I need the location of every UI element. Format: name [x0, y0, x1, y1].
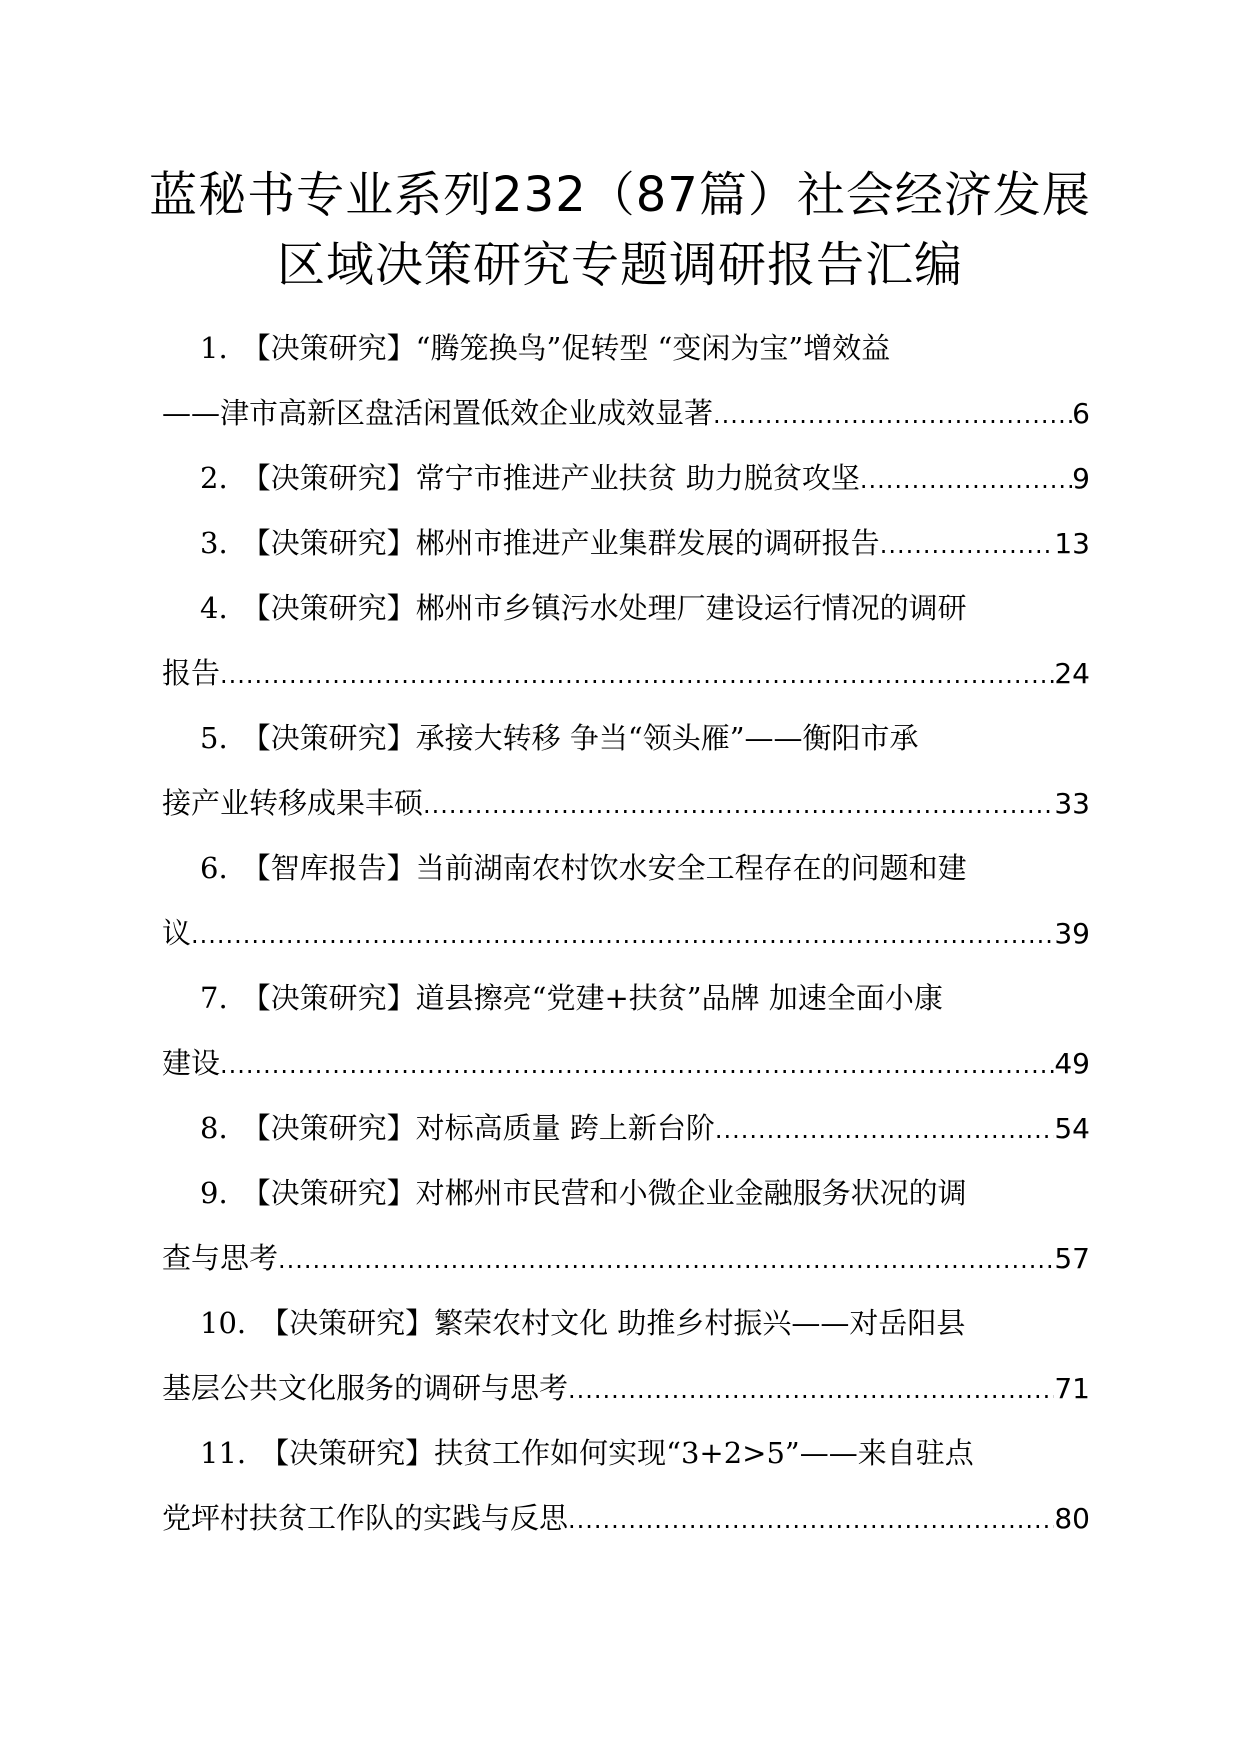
toc-entry-second-line — [162, 1226, 1090, 1291]
toc-entry-title-continued: 建设 — [162, 1046, 221, 1080]
toc-entry[interactable] — [162, 1421, 1090, 1551]
toc-entry-title: 【决策研究】繁荣农村文化 助推乡村振兴——对岳阳县 — [260, 1306, 966, 1340]
toc-entry-first-line — [162, 576, 1090, 641]
dot-leader — [191, 903, 1054, 968]
toc-entry-second-line — [162, 901, 1090, 966]
dot-leader — [715, 1098, 1054, 1163]
dot-leader — [423, 773, 1054, 838]
toc-entry-number: 1. — [200, 331, 228, 365]
toc-entry[interactable] — [162, 706, 1090, 836]
toc-entry-first-line — [162, 966, 1090, 1031]
toc-entry-title-continued: ——津市高新区盘活闲置低效企业成效显著 — [162, 396, 714, 430]
toc-page-number: 39 — [1054, 917, 1090, 950]
toc-entry-first-line — [162, 511, 1090, 576]
toc-entry-number: 3. — [200, 526, 228, 560]
toc-entry-title: 【决策研究】郴州市乡镇污水处理厂建设运行情况的调研 — [241, 591, 967, 625]
toc-entry-first-line — [162, 1421, 1090, 1486]
toc-entry-title-continued: 议 — [162, 916, 192, 950]
toc-entry-title-continued: 基层公共文化服务的调研与思考 — [162, 1371, 569, 1405]
toc-leader-line — [162, 901, 1090, 966]
toc-entry-first-line — [162, 1096, 1090, 1161]
toc-page-number: 6 — [1072, 397, 1090, 430]
toc-entry[interactable] — [162, 966, 1090, 1096]
toc-leader-line — [162, 1226, 1090, 1291]
toc-entry-heading — [200, 966, 943, 1031]
toc-leader-line — [162, 1486, 1090, 1551]
toc-entry-second-line — [162, 1356, 1090, 1421]
toc-page-number: 9 — [1072, 462, 1090, 495]
toc-entry-title: 【决策研究】“腾笼换鸟”促转型 “变闲为宝”增效益 — [241, 331, 891, 365]
toc-entry-number: 9. — [200, 1176, 228, 1210]
dot-leader — [880, 513, 1055, 578]
dot-leader — [568, 1488, 1054, 1553]
toc-entry[interactable] — [162, 1291, 1090, 1421]
toc-entry[interactable] — [162, 1161, 1090, 1291]
table-of-contents — [162, 316, 1090, 1551]
toc-entry-heading — [200, 316, 890, 381]
title-line-1: 蓝秘书专业系列232（87篇）社会经济发展 — [149, 167, 1091, 223]
toc-page-number: 49 — [1054, 1047, 1090, 1080]
toc-entry-title: 【决策研究】对郴州市民营和小微企业金融服务状况的调 — [241, 1176, 967, 1210]
dot-leader — [220, 643, 1054, 708]
toc-entry-first-line — [162, 1291, 1090, 1356]
toc-entry-first-line — [162, 316, 1090, 381]
toc-leader-line — [200, 511, 1090, 576]
toc-entry-number: 11. — [200, 1436, 247, 1470]
toc-entry-title: 【决策研究】郴州市推进产业集群发展的调研报告 — [241, 526, 880, 560]
toc-entry-title-continued: 党坪村扶贫工作队的实践与反思 — [162, 1501, 569, 1535]
toc-entry-first-line — [162, 446, 1090, 511]
toc-leader-line — [200, 446, 1090, 511]
toc-entry-title: 【决策研究】扶贫工作如何实现“3+2>5”——来自驻点 — [260, 1436, 974, 1470]
toc-entry-title: 【决策研究】对标高质量 跨上新台阶 — [241, 1111, 715, 1145]
toc-entry[interactable] — [162, 511, 1090, 576]
toc-leader-line — [162, 1031, 1090, 1096]
toc-entry-second-line — [162, 381, 1090, 446]
toc-entry-title: 【智库报告】当前湖南农村饮水安全工程存在的问题和建 — [241, 851, 967, 885]
document-title — [0, 160, 1240, 300]
toc-page-number: 24 — [1054, 657, 1090, 690]
dot-leader — [278, 1228, 1054, 1293]
toc-page-number: 33 — [1054, 787, 1090, 820]
toc-entry-second-line — [162, 1486, 1090, 1551]
toc-page-number: 57 — [1054, 1242, 1090, 1275]
toc-page-number: 71 — [1054, 1372, 1090, 1405]
toc-entry[interactable] — [162, 446, 1090, 511]
toc-entry-heading — [200, 1161, 967, 1226]
toc-leader-line — [162, 1356, 1090, 1421]
toc-entry-first-line — [162, 706, 1090, 771]
toc-leader-line — [162, 771, 1090, 836]
toc-entry-number: 8. — [200, 1111, 228, 1145]
toc-entry-second-line — [162, 1031, 1090, 1096]
toc-entry[interactable] — [162, 316, 1090, 446]
toc-entry-heading — [200, 706, 919, 771]
toc-page-number: 80 — [1054, 1502, 1090, 1535]
toc-entry-number: 6. — [200, 851, 228, 885]
toc-entry-number: 5. — [200, 721, 228, 755]
toc-entry-number: 7. — [200, 981, 228, 1015]
dot-leader — [860, 448, 1072, 513]
toc-entry-number: 2. — [200, 461, 228, 495]
toc-entry-second-line — [162, 641, 1090, 706]
toc-entry-title-continued: 报告 — [162, 656, 221, 690]
toc-entry-title: 【决策研究】常宁市推进产业扶贫 助力脱贫攻坚 — [241, 461, 860, 495]
toc-entry-first-line — [162, 1161, 1090, 1226]
toc-entry-number: 4. — [200, 591, 228, 625]
toc-entry-title: 【决策研究】承接大转移 争当“领头雁”——衡阳市承 — [241, 721, 919, 755]
toc-leader-line — [162, 641, 1090, 706]
toc-entry-title-continued: 查与思考 — [162, 1241, 279, 1275]
toc-entry-first-line — [162, 836, 1090, 901]
toc-entry-heading — [200, 836, 967, 901]
toc-entry[interactable] — [162, 576, 1090, 706]
toc-page-number: 13 — [1054, 527, 1090, 560]
toc-entry-second-line — [162, 771, 1090, 836]
dot-leader — [568, 1358, 1054, 1423]
title-line-2: 区域决策研究专题调研报告汇编 — [276, 237, 963, 293]
dot-leader — [220, 1033, 1054, 1098]
toc-entry-title: 【决策研究】道县擦亮“党建+扶贫”品牌 加速全面小康 — [241, 981, 943, 1015]
toc-leader-line — [162, 381, 1090, 446]
toc-entry-title-continued: 接产业转移成果丰硕 — [162, 786, 424, 820]
toc-page-number: 54 — [1054, 1112, 1090, 1145]
toc-entry-heading — [200, 1291, 965, 1356]
toc-entry-heading — [200, 576, 967, 641]
toc-entry-heading — [200, 1421, 974, 1486]
toc-leader-line — [200, 1096, 1090, 1161]
dot-leader — [713, 383, 1072, 448]
toc-entry[interactable] — [162, 836, 1090, 966]
toc-entry-number: 10. — [200, 1306, 247, 1340]
toc-entry[interactable] — [162, 1096, 1090, 1161]
